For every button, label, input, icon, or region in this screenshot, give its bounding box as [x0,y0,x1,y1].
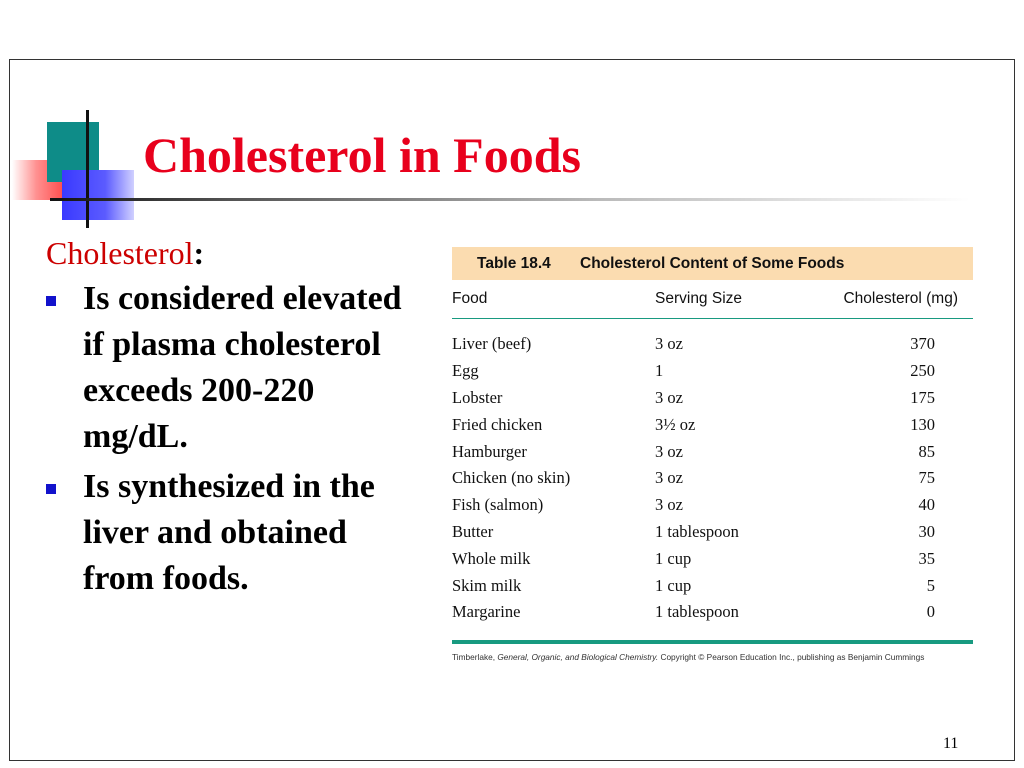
serving-size-cell: 1 cup [655,575,692,595]
subheading-text: Cholesterol [46,235,194,271]
credit-book: General, Organic, and Biological Chemistry. [497,651,659,662]
cholesterol-cell: 250 [910,361,935,381]
credit-suffix: Copyright © Pearson Education Inc., publishing as Benjamin Cummings [658,651,925,662]
serving-size-cell: 3 oz [655,441,683,461]
food-cell: Egg [452,361,479,381]
column-header-serving-size: Serving Size [655,290,743,307]
square-bullet-icon [46,296,56,306]
serving-size-cell: 3 oz [655,334,683,354]
serving-size-cell: 1 tablespoon [655,602,739,622]
food-cell: Liver (beef) [452,334,532,354]
title-underline [50,198,970,201]
cholesterol-cell: 130 [910,414,935,434]
table-row [452,465,973,492]
table-caption [452,247,973,280]
slide-title: Cholesterol in Foods [143,127,581,183]
food-cell: Skim milk [452,575,522,595]
table-row [452,358,973,385]
table-header-row [452,280,973,319]
bullet-item [46,464,406,602]
bullet-item [46,276,406,460]
food-cell: Hamburger [452,441,527,461]
decorative-vertical-line [86,110,89,228]
bullet-text: Is synthesized in the liver and obtained from foods. [83,468,375,598]
food-cell: Lobster [452,387,503,407]
cholesterol-cell: 0 [926,602,935,622]
table-row [452,492,973,519]
cholesterol-cell: 175 [910,387,935,407]
bullet-column [46,234,406,602]
food-cell: Chicken (no skin) [452,468,571,488]
cholesterol-cell: 85 [918,441,935,461]
table-caption-number: Table 18.4 [477,254,551,272]
food-cell: Margarine [452,602,521,622]
serving-size-cell: 3 oz [655,468,683,488]
table-row [452,545,973,572]
food-cell: Fried chicken [452,414,543,434]
square-bullet-icon [46,484,56,494]
table-caption-title: Cholesterol Content of Some Foods [580,254,845,272]
table-row [452,519,973,546]
credit-prefix: Timberlake, [452,651,498,662]
table-bottom-rule [452,640,973,644]
serving-size-cell: 3½ oz [655,414,696,434]
food-cell: Fish (salmon) [452,495,544,515]
serving-size-cell: 1 [655,361,664,381]
table-body [452,319,973,626]
serving-size-cell: 3 oz [655,495,683,515]
table-row [452,572,973,599]
serving-size-cell: 1 cup [655,548,692,568]
cholesterol-cell: 5 [926,575,935,595]
food-cell: Whole milk [452,548,531,568]
column-header-cholesterol: Cholesterol (mg) [843,290,958,307]
cholesterol-cell: 35 [918,548,935,568]
table-row [452,331,973,358]
serving-size-cell: 1 tablespoon [655,521,739,541]
cholesterol-cell: 370 [910,334,935,354]
subheading-colon: : [193,235,205,271]
food-cell: Butter [452,521,494,541]
table-row [452,411,973,438]
cholesterol-cell: 40 [918,495,935,515]
cholesterol-cell: 75 [918,468,935,488]
table-credit [452,652,973,662]
table-row [452,385,973,412]
page-number: 11 [943,735,959,752]
column-header-food: Food [452,290,488,307]
subheading [46,234,406,272]
table-row [452,438,973,465]
decorative-blue-block [62,170,134,220]
bullet-text: Is considered elevated if plasma cholesterol exceeds 200-220 mg/dL. [83,280,402,456]
serving-size-cell: 3 oz [655,387,683,407]
table-row [452,599,973,626]
cholesterol-cell: 30 [918,521,935,541]
cholesterol-table [452,247,973,662]
